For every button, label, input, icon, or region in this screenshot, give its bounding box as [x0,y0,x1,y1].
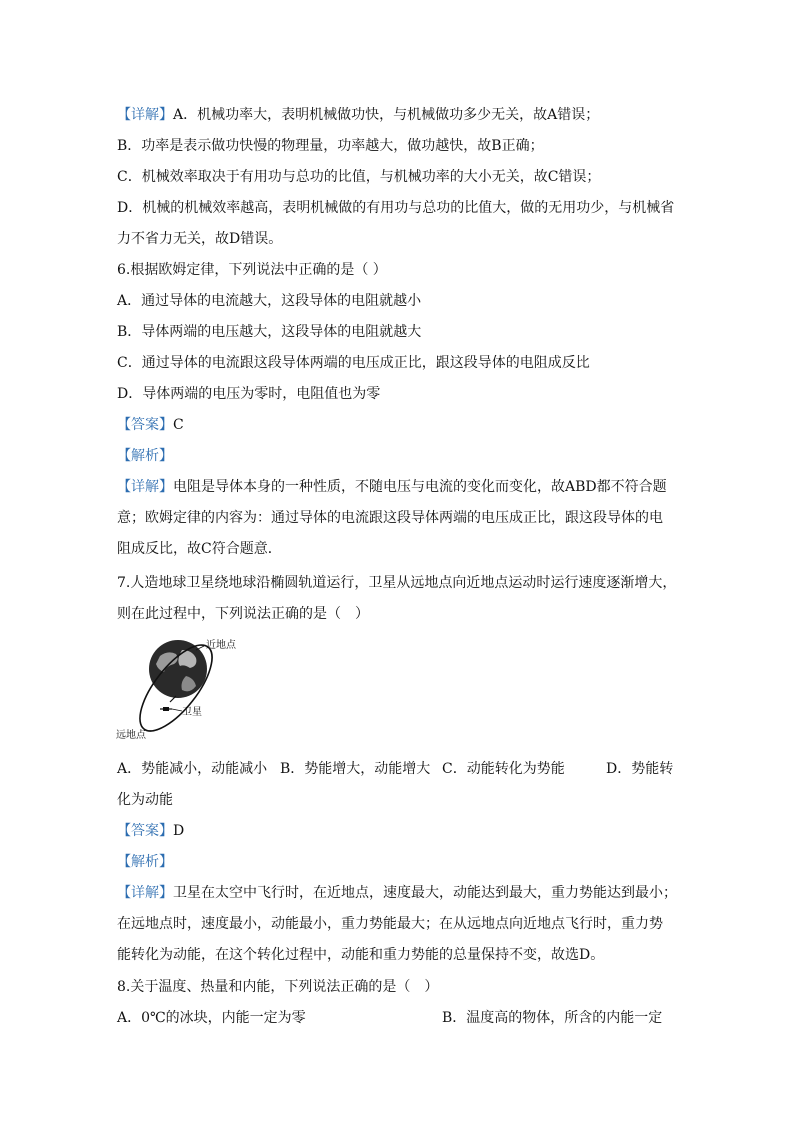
q7-stem-line-2: 则在此过程中，下列说法正确的是（ ） [117,606,369,622]
q6-option-b: B．导体两端的电压越大，这段导体的电阻就越大 [117,324,422,340]
answer-value: C [173,417,184,433]
answer-tag: 【答案】 [117,823,173,839]
q7-answer [117,821,184,841]
q6-option-d: D．导体两端的电压为零时，电阻值也为零 [117,386,381,402]
q8-option-b: B．温度高的物体，所含的内能一定 [442,1010,663,1026]
satellite-label: 卫星 [182,707,202,718]
perigee-label: 近地点 [206,640,236,651]
q6-option-a: A．通过导体的电流越大，这段导体的电阻就越小 [117,293,422,309]
detail-tag: 【详解】 [117,107,173,123]
satellite-orbit-figure [116,636,256,748]
q7-detail-line-2: 在远地点时，速度最小，动能最小，重力势能最大；在从远地点向近地点飞行时，重力势 [117,916,663,932]
answer-tag: 【答案】 [117,417,173,433]
detail-text: 电阻是导体本身的一种性质，不随电压与电流的变化而变化，故ABD都不符合题 [173,479,667,495]
q7-detail-line-1 [117,883,677,903]
q6-option-c: C．通过导体的电流跟这段导体两端的电压成正比，跟这段导体的电阻成反比 [117,355,590,371]
q8-option-a: A．0℃的冰块，内能一定为零 [117,1010,306,1026]
detail-text: A．机械功率大，表明机械做功快，与机械做功多少无关，故A错误； [173,107,600,123]
q6-detail-line-3: 阻成反比，故C符合题意． [117,541,282,557]
q5-detail-line-4: D．机械的机械效率越高，表明机械做的有用功与总功的比值大，做的无用功少，与机械省 [117,200,675,216]
q6-analysis-tag: 【解析】 [117,448,173,464]
detail-tag: 【详解】 [117,885,173,901]
q7-option-a: A．势能减小，动能减小 [117,761,268,777]
detail-text: 卫星在太空中飞行时，在近地点，速度最大，动能达到最大，重力势能达到最小； [173,885,677,901]
q7-option-c: C．动能转化为势能 [442,761,565,777]
q6-answer [117,415,184,435]
q7-option-b: B．势能增大，动能增大 [280,761,431,777]
q5-detail-line-1 [117,105,599,125]
q7-stem-line-1: 7.人造地球卫星绕地球沿椭圆轨道运行，卫星从远地点向近地点运动时运行速度逐渐增大， [117,575,677,591]
q7-analysis-tag: 【解析】 [117,854,173,870]
q6-detail-line-2: 意；欧姆定律的内容为：通过导体的电流跟这段导体两端的电压成正比，跟这段导体的电 [117,510,663,526]
q5-detail-line-3: C．机械效率取决于有用功与总功的比值，与机械功率的大小无关，故C错误； [117,169,601,185]
q5-detail-line-5: 力不省力无关，故D错误。 [117,231,283,247]
apogee-label: 远地点 [116,730,146,741]
q8-stem: 8.关于温度、热量和内能，下列说法正确的是（ ） [117,979,439,995]
detail-tag: 【详解】 [117,479,173,495]
answer-value: D [173,823,185,839]
satellite-icon [160,707,172,711]
q5-detail-line-2: B．功率是表示做功快慢的物理量，功率越大，做功越快，故B正确； [117,138,544,154]
q6-stem: 6.根据欧姆定律，下列说法中正确的是（ ） [117,262,387,278]
q6-detail-line-1 [117,477,667,497]
q7-option-d: D．势能转 [606,761,674,777]
q7-option-d-continued: 化为动能 [117,792,173,808]
q7-detail-line-3: 能转化为动能，在这个转化过程中，动能和重力势能的总量保持不变，故选D。 [117,947,605,963]
